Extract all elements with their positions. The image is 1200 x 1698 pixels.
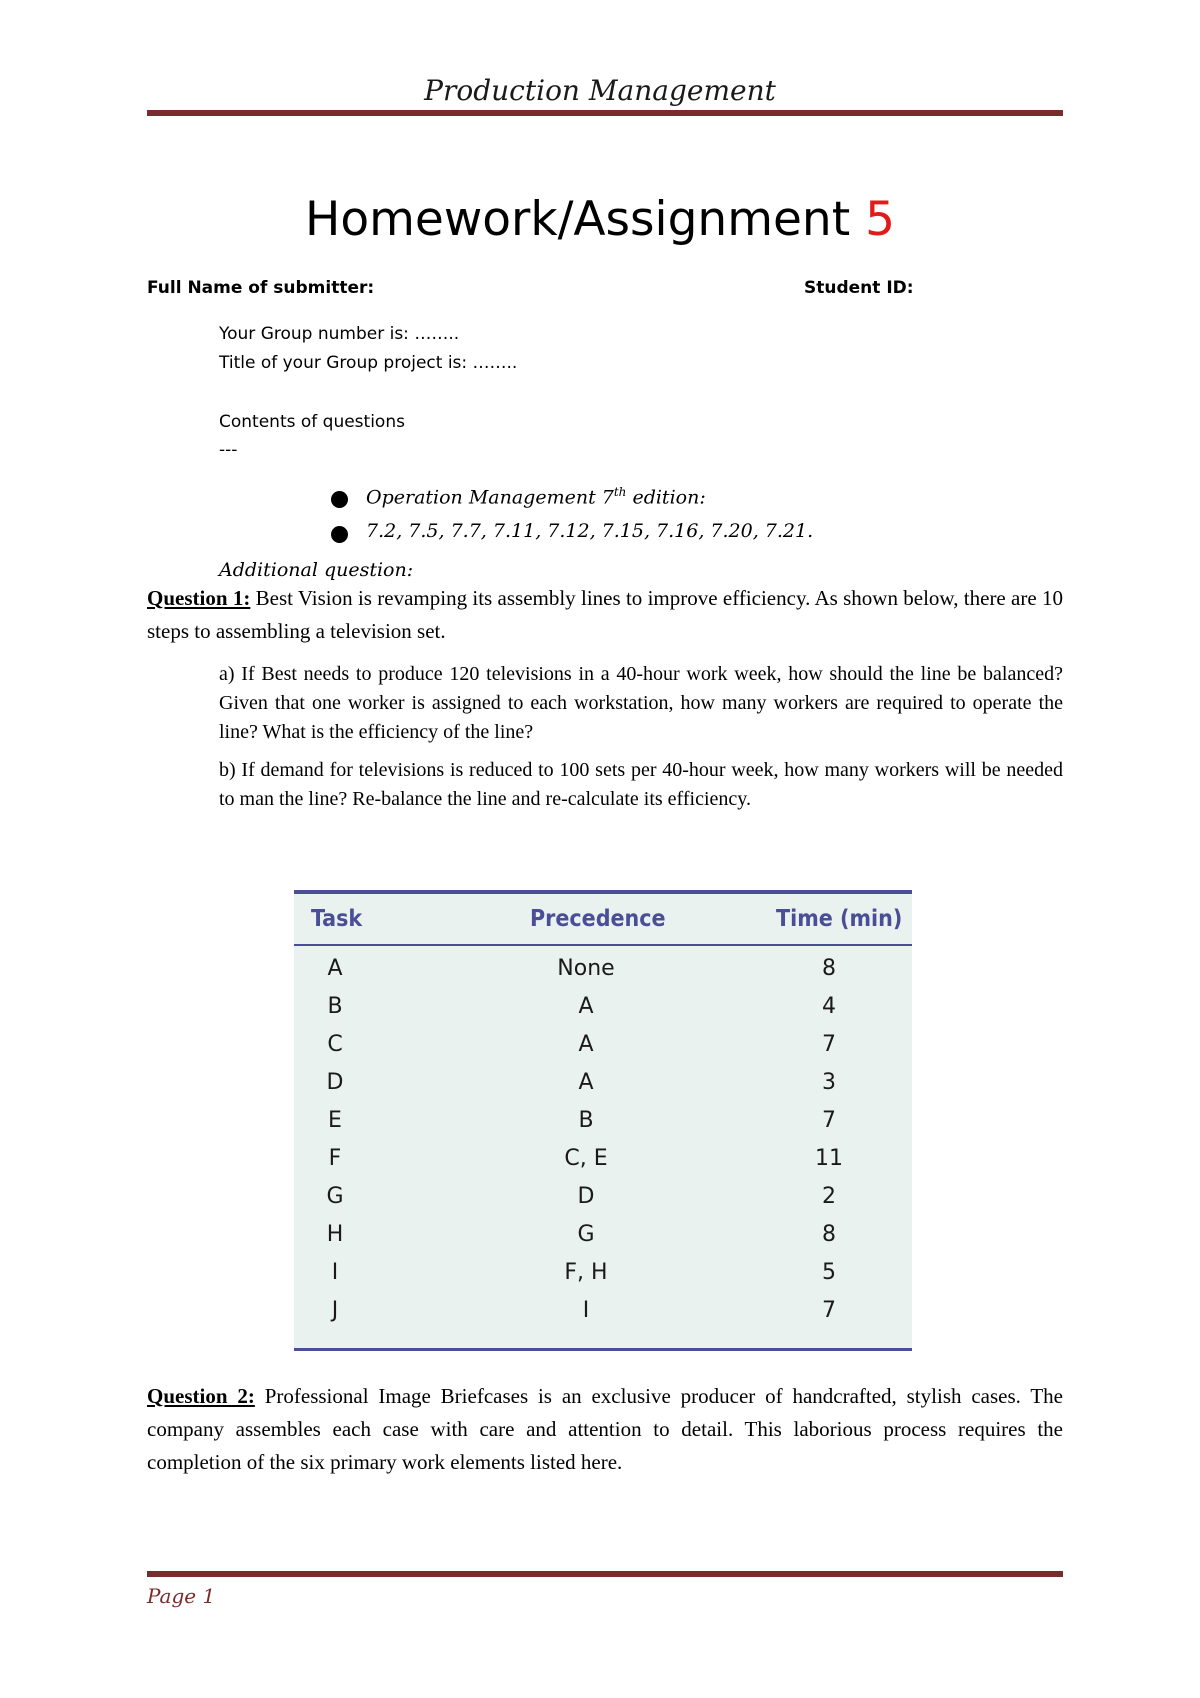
title-number: 5 [865,192,895,247]
dashes: --- [219,440,238,460]
question-2: Question 2: Professional Image Briefcases is an exclusive producer of handcrafted, stylish cases. The company assembles each case with care and attention to detail. This laborious process requires the completion of the six primary work elements listed here. [147,1384,1063,1474]
document-title [0,192,1200,247]
time-cell: 4 [822,994,836,1019]
task-cell: G [326,1184,344,1209]
time-cell: 2 [822,1184,836,1209]
task-cell: A [327,956,343,981]
contents-label: Contents of questions [219,412,405,432]
precedence-cell: D [577,1184,595,1209]
group-title: Title of your Group project is: …….. [219,353,518,373]
name-label: Full Name of submitter: [147,278,375,298]
running-header: Production Management [424,74,776,107]
question-1-label: Question 1: [147,586,251,610]
time-cell: 8 [822,956,836,981]
footer-rule [147,1571,1063,1577]
precedence-cell: C, E [564,1146,608,1171]
question-1-part-b: b) If demand for televisions is reduced to 100 sets per 40-hour week, how many workers will be needed to man the line? Re-balance the line and re-calculate its efficiency. [219,759,1063,810]
time-cell: 8 [822,1222,836,1247]
task-cell: H [326,1222,344,1247]
table-header [294,894,912,946]
time-cell: 7 [822,1108,836,1133]
task-table [294,890,912,1351]
title-text: Homework/Assignment [305,192,866,247]
time-cell: 11 [815,1146,843,1171]
bullet-dot [331,526,348,543]
time-cell: 5 [822,1260,836,1285]
precedence-cell: F, H [564,1260,608,1285]
header-rule [147,110,1063,116]
additional-question-label: Additional question: [219,559,414,581]
precedence-cell: B [578,1108,594,1133]
question-1: Question 1: Best Vision is revamping its assembly lines to improve efficiency. As shown below, there are 10 steps to assembling a television set. [147,586,1064,643]
time-cell: 7 [822,1298,836,1323]
page-number: Page 1 [147,1584,216,1608]
precedence-cell: None [557,956,615,981]
question-1-part-a: a) If Best needs to produce 120 televisions in a 40-hour work week, how should the line be balanced? Given that one worker is assigned to each workstation, how many workers are required to operate the line? What is the efficiency of the line? [219,663,1063,743]
bullet-item: Operation Management 7th edition: [366,485,706,509]
student-id-label: Student ID: [804,278,914,298]
header-time: Time (min) [776,906,903,932]
header-precedence: Precedence [530,906,666,932]
task-cell: J [331,1298,339,1323]
precedence-cell: A [578,1032,594,1057]
header-task: Task [311,906,363,932]
group-number: Your Group number is: …….. [219,324,460,344]
task-cell: E [328,1108,342,1133]
task-cell: D [326,1070,344,1095]
precedence-cell: A [578,1070,594,1095]
task-cell: I [331,1260,339,1285]
precedence-cell: A [578,994,594,1019]
question-2-label: Question 2: [147,1384,255,1408]
task-cell: F [328,1146,342,1171]
time-cell: 7 [822,1032,836,1057]
precedence-cell: G [577,1222,595,1247]
bullet-item: 7.2, 7.5, 7.7, 7.11, 7.12, 7.15, 7.16, 7.20, 7.21. [366,520,814,542]
bullet-dot [331,491,348,508]
time-cell: 3 [822,1070,836,1095]
precedence-cell: I [582,1298,590,1323]
task-cell: C [327,1032,343,1057]
task-cell: B [327,994,343,1019]
